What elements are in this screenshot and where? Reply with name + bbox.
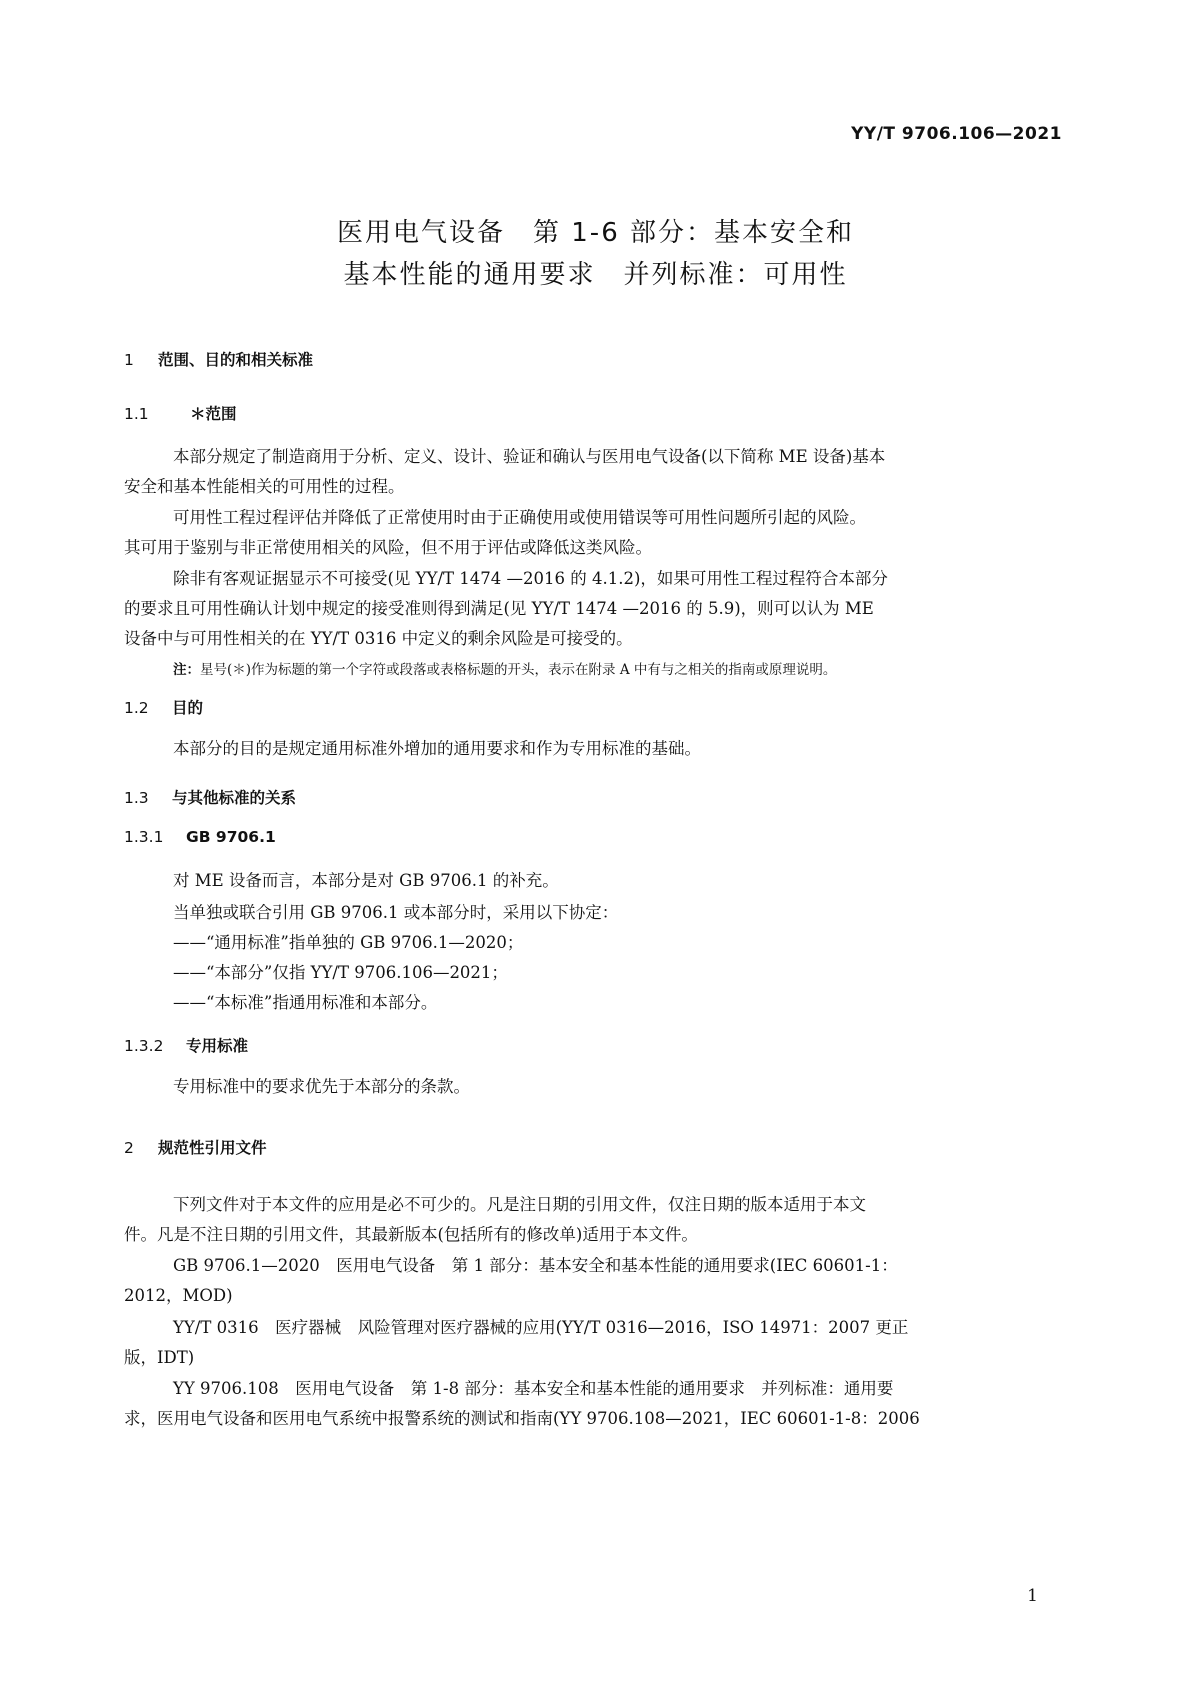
section-1-3-2-heading bbox=[124, 1034, 248, 1056]
paragraph-line: 安全和基本性能相关的可用性的过程。 bbox=[124, 477, 405, 496]
section-1-heading bbox=[124, 348, 313, 370]
paragraph-line: 当单独或联合引用 GB 9706.1 或本部分时，采用以下协定： bbox=[173, 903, 619, 922]
section-title: 专用标准 bbox=[186, 1037, 249, 1055]
section-number: 1 bbox=[124, 351, 134, 369]
section-title: 范围、目的和相关标准 bbox=[158, 351, 314, 369]
paragraph-line: 设备中与可用性相关的在 YY/T 0316 中定义的剩余风险是可接受的。 bbox=[124, 629, 633, 648]
section-1-1-heading bbox=[124, 402, 237, 424]
page-number: 1 bbox=[1027, 1586, 1038, 1606]
section-1-2-heading bbox=[124, 696, 203, 718]
paragraph-line: 下列文件对于本文件的应用是必不可少的。凡是注日期的引用文件，仅注日期的版本适用于本文 bbox=[173, 1195, 866, 1214]
paragraph-line: 的要求且可用性确认计划中规定的接受准则得到满足(见 YY/T 1474 —2016 的 5.9)，则可以认为 ME bbox=[124, 599, 874, 618]
note-label: 注： bbox=[173, 662, 200, 678]
section-title: ＊范围 bbox=[190, 405, 237, 423]
section-number: 1.3.2 bbox=[124, 1037, 164, 1055]
section-number: 1.2 bbox=[124, 699, 149, 717]
reference-line: GB 9706.1—2020 医用电气设备 第 1 部分：基本安全和基本性能的通用要求(IEC 60601-1： bbox=[173, 1256, 898, 1275]
document-title-line-1: 医用电气设备 第 1-6 部分：基本安全和 bbox=[337, 218, 854, 248]
paragraph-line: 除非有客观证据显示不可接受(见 YY/T 1474 —2016 的 4.1.2)，如果可用性工程过程符合本部分 bbox=[173, 569, 888, 588]
section-number: 1.3 bbox=[124, 789, 149, 807]
paragraph-line: 专用标准中的要求优先于本部分的条款。 bbox=[173, 1077, 470, 1096]
section-title: 与其他标准的关系 bbox=[172, 789, 297, 807]
list-item: ——“本标准”指通用标准和本部分。 bbox=[173, 993, 438, 1012]
paragraph-line: 本部分规定了制造商用于分析、定义、设计、验证和确认与医用电气设备(以下简称 ME 设备)基本 bbox=[173, 447, 886, 466]
standard-number: YY/T 9706.106—2021 bbox=[851, 124, 1062, 144]
note-text: 星号(＊)作为标题的第一个字符或段落或表格标题的开头，表示在附录 A 中有与之相关的指南或原理说明。 bbox=[200, 662, 837, 678]
paragraph-line: 对 ME 设备而言，本部分是对 GB 9706.1 的补充。 bbox=[173, 871, 559, 890]
section-1-3-heading bbox=[124, 786, 296, 808]
paragraph-line: 其可用于鉴别与非正常使用相关的风险，但不用于评估或降低这类风险。 bbox=[124, 538, 652, 557]
list-item: ——“本部分”仅指 YY/T 9706.106—2021； bbox=[173, 963, 508, 982]
note bbox=[173, 658, 836, 678]
section-number: 1.3.1 bbox=[124, 828, 164, 846]
section-1-3-1-heading bbox=[124, 828, 276, 846]
section-title: 目的 bbox=[172, 699, 204, 717]
section-title: 规范性引用文件 bbox=[158, 1139, 267, 1157]
section-number: 2 bbox=[124, 1139, 134, 1157]
reference-line: YY 9706.108 医用电气设备 第 1-8 部分：基本安全和基本性能的通用要求 并列标准：通用要 bbox=[173, 1379, 894, 1398]
reference-line: 版，IDT) bbox=[124, 1348, 195, 1367]
document-title-line-2: 基本性能的通用要求 并列标准：可用性 bbox=[343, 260, 848, 290]
list-item: ——“通用标准”指单独的 GB 9706.1—2020； bbox=[173, 933, 524, 952]
paragraph-line: 本部分的目的是规定通用标准外增加的通用要求和作为专用标准的基础。 bbox=[173, 739, 701, 758]
paragraph-line: 件。凡是不注日期的引用文件，其最新版本(包括所有的修改单)适用于本文件。 bbox=[124, 1225, 698, 1244]
paragraph-line: 可用性工程过程评估并降低了正常使用时由于正确使用或使用错误等可用性问题所引起的风险。 bbox=[173, 508, 866, 527]
reference-line: YY/T 0316 医疗器械 风险管理对医疗器械的应用(YY/T 0316—2016，ISO 14971：2007 更正 bbox=[173, 1318, 909, 1337]
section-title: GB 9706.1 bbox=[186, 828, 276, 846]
reference-line: 求，医用电气设备和医用电气系统中报警系统的测试和指南(YY 9706.108—2021，IEC 60601-1-8：2006 bbox=[124, 1409, 920, 1428]
section-number: 1.1 bbox=[124, 405, 149, 423]
section-2-heading bbox=[124, 1136, 267, 1158]
reference-line: 2012，MOD) bbox=[124, 1286, 233, 1305]
